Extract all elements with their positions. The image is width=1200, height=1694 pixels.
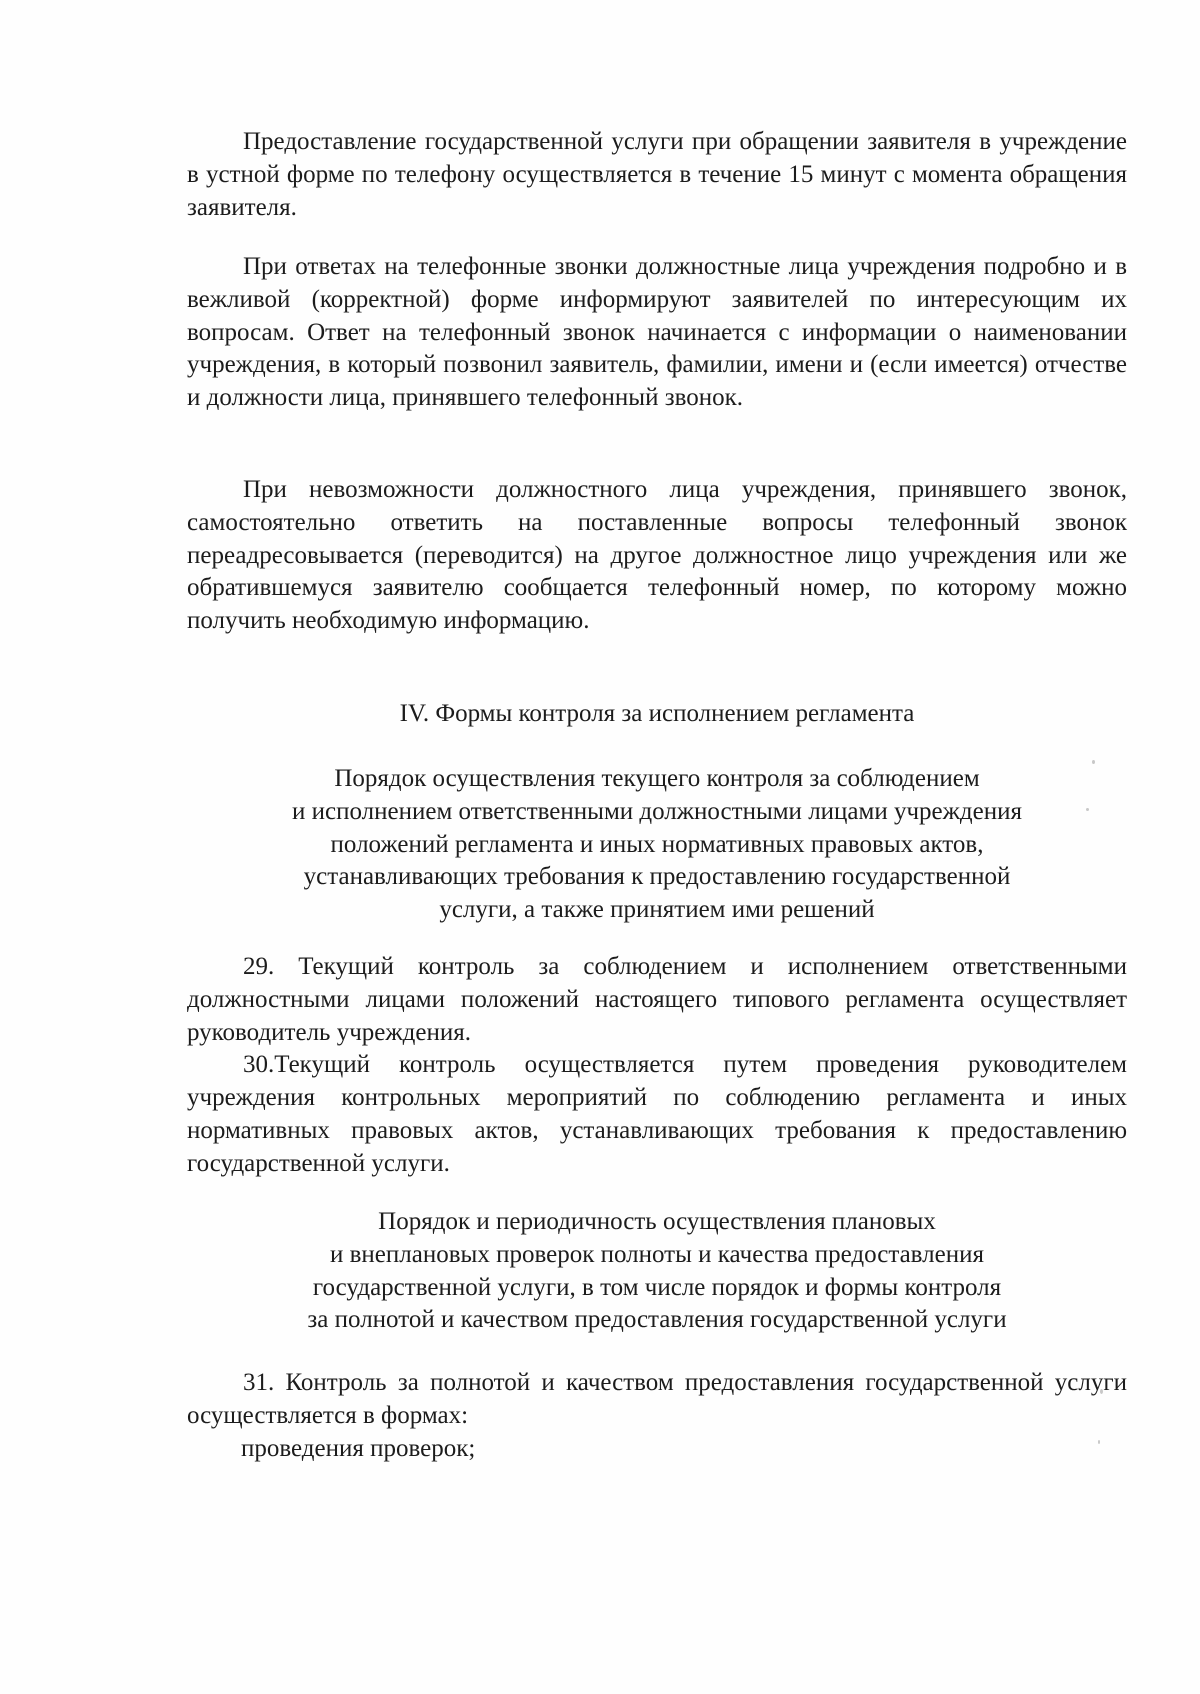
subheading-line: Порядок и периодичность осуществления плановых [378, 1208, 936, 1235]
subheading-line: за полнотой и качеством предоставления государственной услуги [307, 1306, 1007, 1334]
intro-paragraph-block [187, 126, 1127, 224]
item-29: 29. Текущий контроль за соблюдением и исполнением ответственными должностными лицами положений настоящего типового регламента осуществляет руководитель учреждения. [187, 953, 1127, 1046]
items-29-30-block [187, 951, 1127, 1181]
subheading-line: Порядок осуществления текущего контроля за соблюдением [334, 765, 980, 792]
paragraph-phone-duration: Предоставление государственной услуги при обращении заявителя в учреждение в устной форме по телефону осуществляется в течение 15 минут с момента обращения заявителя. [187, 128, 1127, 221]
subheading-current-control [187, 763, 1127, 927]
paragraph-phone-redirect: При невозможности должностного лица учреждения, принявшего звонок, самостоятельно ответить на поставленные вопросы телефонный звонок переадресовывается (переводится) на другое должностное лицо учреждения или же обратившемуся заявителю сообщается телефонный номер, по которому можно получить необходимую информацию. [187, 476, 1127, 635]
intro-paragraph-block [187, 474, 1127, 638]
subheading-line: услуги, а также принятием ими решений [439, 896, 875, 924]
paragraph-phone-answers: При ответах на телефонные звонки должностные лица учреждения подробно и в вежливой (корректной) форме информируют заявителей по интересующим их вопросам. Ответ на телефонный звонок начинается с информации о наименовании учреждения, в который позвонил заявитель, фамилии, имени и (если имеется) отчестве и должности лица, принявшего телефонный звонок. [187, 253, 1127, 412]
subheading-line: и внеплановых проверок полноты и качества предоставления [329, 1240, 984, 1268]
subheading-line: и исполнением ответственными должностными лицами учреждения [292, 797, 1022, 825]
subheading-line: положений регламента и иных нормативных правовых актов, [330, 830, 984, 858]
item-31-list-entry: проведения проверок; [241, 1434, 476, 1462]
item-30: 30.Текущий контроль осуществляется путем проведения руководителем учреждения контрольных мероприятий по соблюдению регламента и иных нормативных правовых актов, устанавливающих требования к предоставлению государственной услуги. [187, 1051, 1127, 1177]
subheading-inspections [187, 1206, 1127, 1337]
item-31: 31. Контроль за полнотой и качеством предоставления государственной услуги осуществляется в формах: [187, 1369, 1127, 1429]
section-title-block [187, 698, 1127, 731]
item-31-block [187, 1367, 1127, 1465]
subheading-line: государственной услуги, в том числе порядок и формы контроля [312, 1273, 1002, 1301]
intro-paragraph-block [187, 251, 1127, 415]
subheading-line: устанавливающих требования к предоставлению государственной [303, 863, 1011, 891]
section-title: IV. Формы контроля за исполнением регламента [399, 700, 915, 727]
